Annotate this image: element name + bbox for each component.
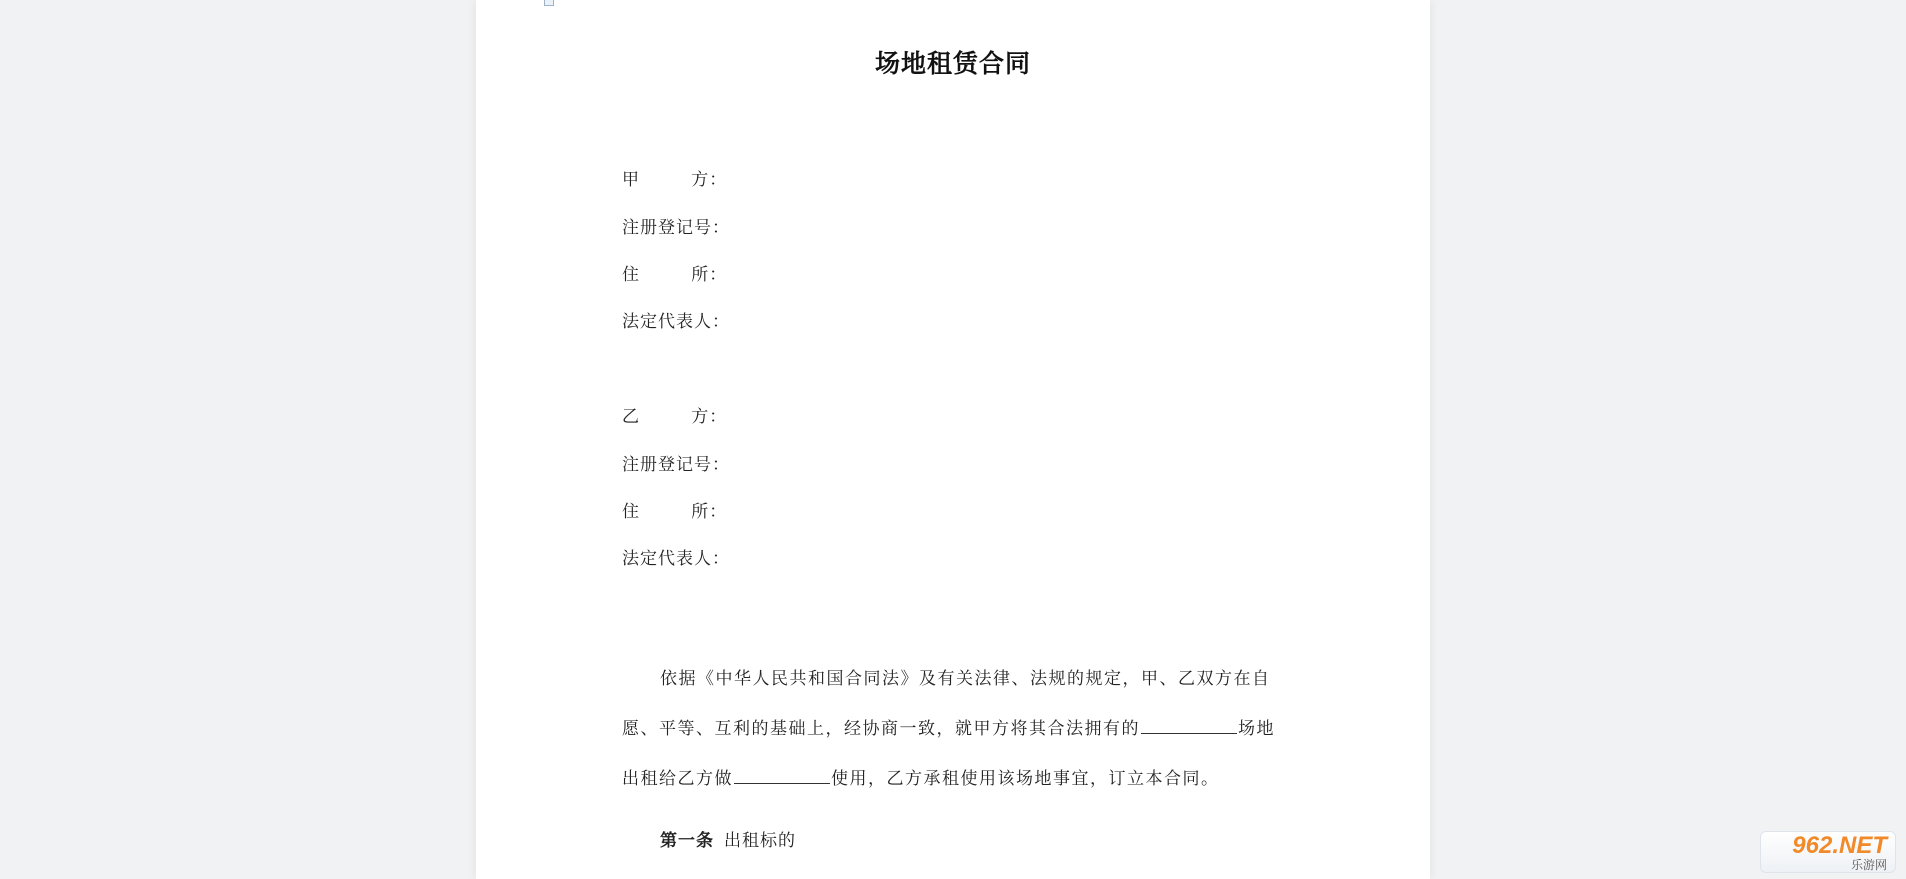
- party-b-rep: 法定代表人：: [622, 549, 730, 569]
- blank-field-venue[interactable]: [1141, 732, 1237, 734]
- preamble-line-1: [622, 664, 1292, 689]
- article-1-heading: [660, 826, 796, 851]
- preamble-text-2a: 愿、平等、互利的基础上，经协商一致，就甲方将其合法拥有的: [622, 719, 1140, 739]
- preamble-text-3a: 出租给乙方做: [622, 769, 733, 789]
- article-1-number: 第一条: [660, 831, 714, 851]
- preamble-line-2: [622, 714, 1292, 739]
- party-b-reg-no: 注册登记号：: [622, 455, 730, 475]
- watermark-main: 962.NET: [1792, 832, 1887, 859]
- blank-field-usage[interactable]: [734, 782, 830, 784]
- anchor-icon: [544, 0, 554, 6]
- preamble-line-3: [622, 764, 1292, 789]
- party-a-label: 甲 方：: [622, 170, 728, 190]
- article-1-title: 出租标的: [724, 831, 796, 851]
- party-a-reg-no: 注册登记号：: [622, 218, 730, 238]
- preamble-text-3b: 使用，乙方承租使用该场地事宜，订立本合同。: [831, 769, 1220, 789]
- preamble-text-1: 依据《中华人民共和国合同法》及有关法律、法规的规定，甲、乙双方在自: [660, 669, 1271, 689]
- watermark-sub: 乐游网: [1850, 858, 1887, 872]
- preamble-text-2b: 场地: [1238, 719, 1275, 739]
- document-page: [476, 0, 1430, 879]
- party-b-label: 乙 方：: [622, 407, 728, 427]
- document-title: 场地租赁合同: [874, 49, 1031, 78]
- party-b-address: 住 所：: [622, 502, 728, 522]
- party-a-rep: 法定代表人：: [622, 312, 730, 332]
- party-a-address: 住 所：: [622, 265, 728, 285]
- site-watermark-logo: [1760, 831, 1896, 873]
